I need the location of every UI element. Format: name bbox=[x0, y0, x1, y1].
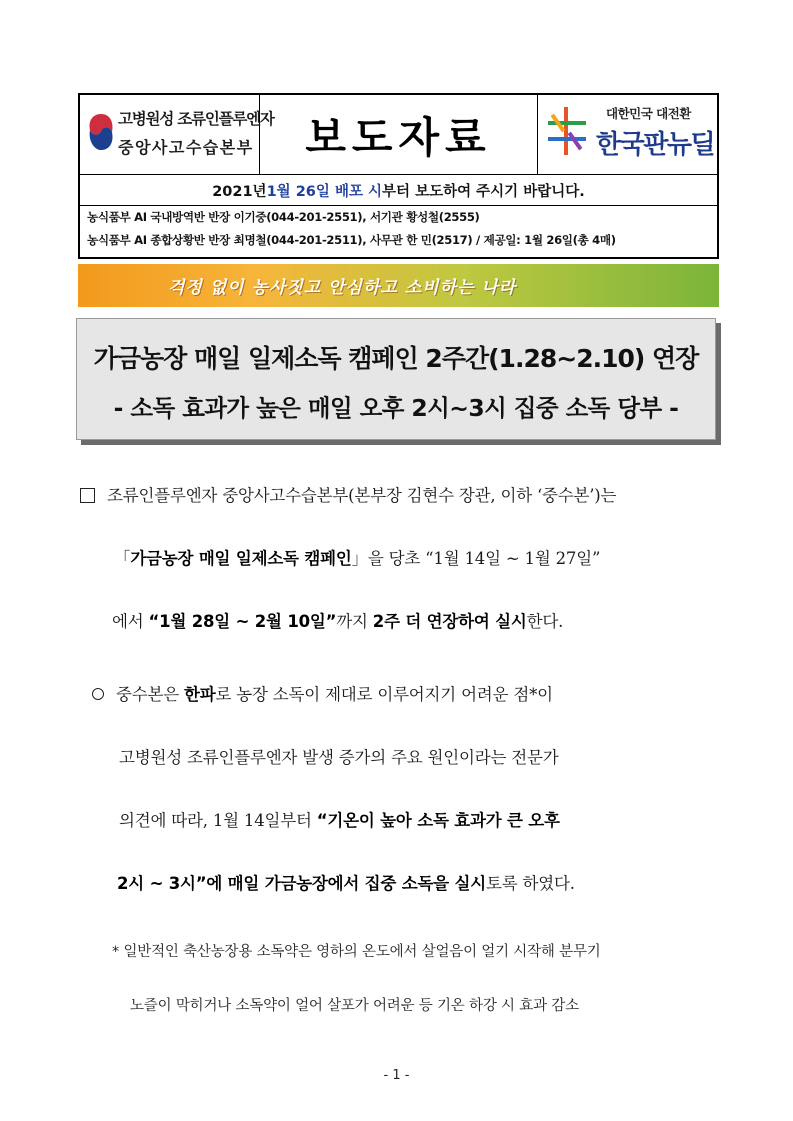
paragraph-2-line-1 bbox=[92, 681, 553, 705]
government-emblem-icon bbox=[86, 110, 116, 154]
footnote-line-1: * 일반적인 축산농장용 소독약은 영하의 온도에서 살얼음이 얼기 시작해 분무기 bbox=[112, 944, 601, 960]
release-text-part2: 부터 보도하여 주시기 바랍니다. bbox=[382, 183, 585, 200]
paragraph-2-line-3 bbox=[119, 807, 560, 831]
release-date-row bbox=[80, 175, 717, 206]
extension-period: “1월 28일 ~ 2월 10일” bbox=[148, 612, 337, 631]
paragraph-1-line-3 bbox=[112, 608, 563, 632]
release-date: 1월 26일 배포 시 bbox=[266, 183, 383, 200]
p2-l1-a: 중수본은 bbox=[116, 685, 185, 704]
newdeal-cell bbox=[538, 95, 717, 175]
cold-wave-word: 한파 bbox=[184, 685, 216, 704]
p2-l4-rest: 토록 하였다. bbox=[485, 874, 575, 893]
paragraph-1-line-1 bbox=[80, 482, 616, 506]
extension-statement: 2주 더 연장하여 실시 bbox=[372, 612, 527, 631]
release-text-part1: 2021년 bbox=[212, 183, 267, 200]
page-number: - 1 - bbox=[383, 1068, 410, 1083]
paragraph-2-line-2: 고병원성 조류인플루엔자 발생 증가의 주요 원인이라는 전문가 bbox=[119, 748, 559, 767]
banner-slogan: 걱정 없이 농사짓고 안심하고 소비하는 나라 bbox=[168, 278, 517, 298]
p1-l2-rest: 」을 당초 “1월 14일 ~ 1월 27일” bbox=[351, 549, 601, 568]
footnote-line-2: 노즐이 막히거나 소독약이 얼어 살포가 어려운 등 기온 하강 시 효과 감소 bbox=[130, 998, 579, 1014]
slogan-banner bbox=[78, 264, 719, 307]
agency-cell bbox=[80, 95, 274, 175]
press-title-cell bbox=[260, 95, 538, 175]
paragraph-1-line-2 bbox=[114, 545, 600, 569]
press-release-header bbox=[78, 93, 719, 259]
header-top-row bbox=[80, 95, 717, 175]
press-release-title: 보도자료 bbox=[305, 113, 492, 162]
agency-name-line2: 중앙사고수습본부 bbox=[118, 138, 254, 157]
p2-l4-bold: 2시 ~ 3시”에 매일 가금농장에서 집중 소독을 실시 bbox=[117, 874, 486, 893]
p1-line1-text: 조류인플루엔자 중앙사고수습본부(본부장 김현수 장관, 이하 ‘중수본’)는 bbox=[107, 486, 617, 505]
newdeal-slogan-big: 한국판뉴딜 bbox=[596, 130, 715, 160]
newdeal-logo-icon bbox=[546, 105, 588, 157]
paragraph-2-line-4 bbox=[117, 870, 575, 894]
checkbox-bullet-icon bbox=[80, 488, 95, 503]
headline-title: 가금농장 매일 일제소독 캠페인 2주간(1.28~2.10) 연장 bbox=[93, 344, 699, 373]
campaign-name: 가금농장 매일 일제소독 캠페인 bbox=[130, 549, 352, 568]
p2-l1-c: 로 농장 소독이 제대로 이루어지기 어려운 점*이 bbox=[215, 685, 553, 704]
circle-bullet-icon bbox=[92, 688, 104, 700]
newdeal-slogan-small: 대한민국 대전환 bbox=[606, 106, 691, 121]
contact-line-2: 농식품부 AI 종합상황반 반장 최명철(044-201-2511), 사무관 한 민(2517) / 제공일: 1월 26일(총 4매) bbox=[87, 233, 616, 247]
p1-l3-e: 한다. bbox=[526, 612, 564, 631]
agency-name-line1: 고병원성 조류인플루엔자 bbox=[118, 110, 274, 128]
contact-line-1: 농식품부 AI 국내방역반 반장 이기중(044-201-2551), 서기관 황성철(2555) bbox=[87, 210, 480, 224]
p1-l2-bracket-open: 「 bbox=[114, 549, 131, 568]
p2-l3-a: 의견에 따라, 1월 14일부터 bbox=[119, 811, 317, 830]
p1-l3-c: 까지 bbox=[336, 612, 373, 631]
headline-subtitle: - 소독 효과가 높은 매일 오후 2시~3시 집중 소독 당부 - bbox=[113, 394, 679, 422]
p2-l3-bold: “기온이 높아 소독 효과가 큰 오후 bbox=[316, 811, 560, 830]
p1-l3-a: 에서 bbox=[112, 612, 149, 631]
contact-row bbox=[80, 206, 717, 257]
headline-box bbox=[76, 318, 716, 440]
